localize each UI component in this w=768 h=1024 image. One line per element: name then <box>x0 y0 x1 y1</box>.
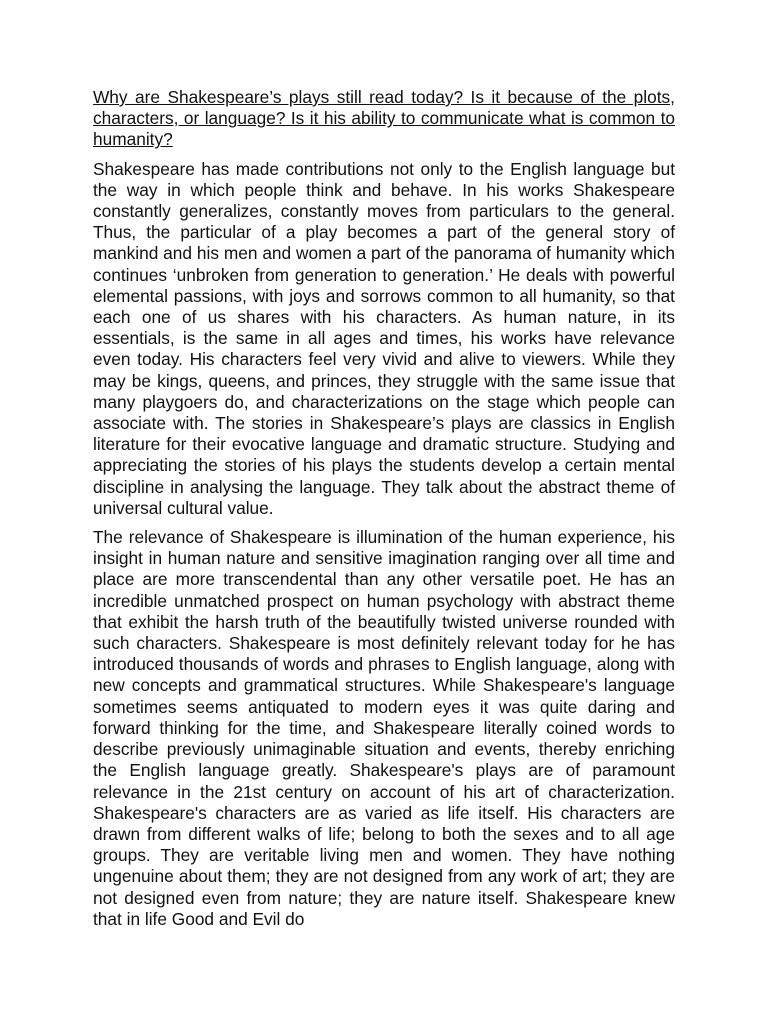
essay-question: Why are Shakespeare’s plays still read today? Is it because of the plots, characters, or language? Is it his ability to communicate what is common to humanity? <box>93 87 675 150</box>
body-paragraph-1: Shakespeare has made contributions not only to the English language but the way in which people think and behave. In his works Shakespeare constantly generalizes, constantly moves from particulars to the general. Thus, the particular of a play becomes a part of the general story of mankind and his men and women a part of the panorama of humanity which continues ‘unbroken from generation to generation.’ He deals with powerful elemental passions, with joys and sorrows common to all humanity, so that each one of us shares with his characters. As human nature, in its essentials, is the same in all ages and times, his works have relevance even today. His characters feel very vivid and alive to viewers. While they may be kings, queens, and princes, they struggle with the same issue that many playgoers do, and characterizations on the stage which people can associate with. The stories in Shakespeare’s plays are classics in English literature for their evocative language and dramatic structure. Studying and appreciating the stories of his plays the students develop a certain mental discipline in analysing the language. They talk about the abstract theme of universal cultural value. <box>93 158 675 518</box>
body-paragraph-2: The relevance of Shakespeare is illumination of the human experience, his insight in human nature and sensitive imagination ranging over all time and place are more transcendental than any other versatile poet. He has an incredible unmatched prospect on human psychology with abstract theme that exhibit the harsh truth of the beautifully twisted universe rounded with such characters. Shakespeare is most definitely relevant today for he has introduced thousands of words and phrases to English language, along with new concepts and grammatical structures. While Shakespeare's language sometimes seems antiquated to modern eyes it was quite daring and forward thinking for the time, and Shakespeare literally coined words to describe previously unimaginable situation and events, thereby enriching the English language greatly. Shakespeare's plays are of paramount relevance in the 21st century on account of his art of characterization. Shakespeare's characters are as varied as life itself. His characters are drawn from different walks of life; belong to both the sexes and to all age groups. They are veritable living men and women. They have nothing ungenuine about them; they are not designed from any work of art; they are not designed even from nature; they are nature itself. Shakespeare knew that in life Good and Evil do <box>93 527 675 929</box>
document-page <box>93 87 675 930</box>
